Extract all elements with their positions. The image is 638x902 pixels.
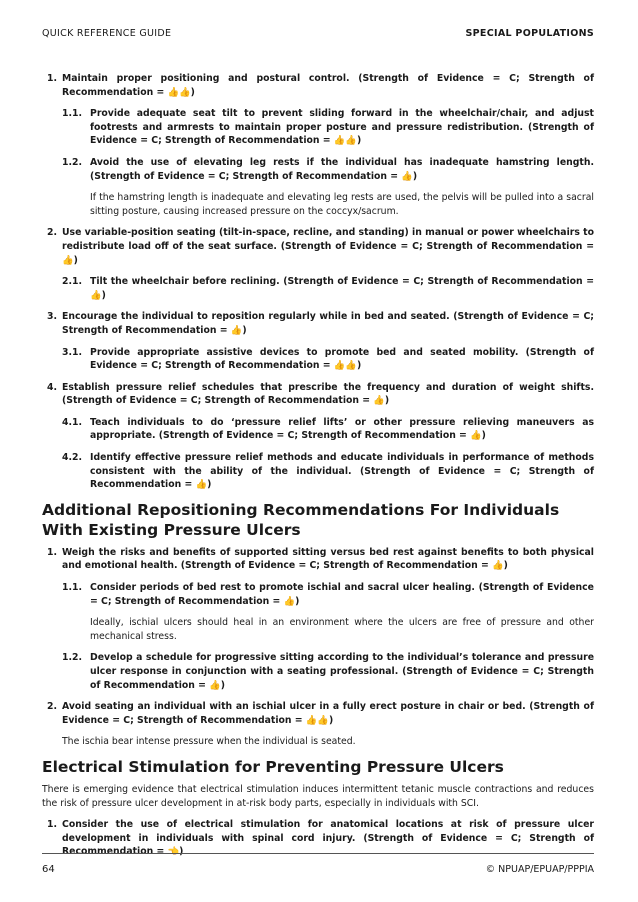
recommendation [42, 226, 594, 267]
recommendation [42, 546, 594, 573]
sub-recommendation [42, 581, 594, 608]
item-number: 1. [47, 819, 58, 831]
copyright: © NPUAP/EPUAP/PPPIA [485, 864, 594, 875]
item-number: 1.2. [62, 652, 83, 664]
item-text: Consider periods of bed rest to promote ischial and sacral ulcer healing. (Strength of Evidence = C; Strength of Recommendation = 👍) [90, 582, 594, 607]
item-number: 2. [47, 701, 58, 713]
recommendation [42, 310, 594, 337]
sub-recommendation [42, 346, 594, 373]
item-text: Weigh the risks and benefits of supported sitting versus bed rest against benefits to both physical and emotional health. (Strength of Evidence = C; Strength of Recommendation = 👍) [62, 546, 594, 572]
guide-title: QUICK REFERENCE GUIDE [42, 28, 172, 39]
item-text: Establish pressure relief schedules that prescribe the frequency and duration of weight shifts. (Strength of Evidence = C; Strength of Recommendation = 👍) [62, 381, 594, 407]
sub-recommendation [42, 275, 594, 302]
sub-recommendation [42, 107, 594, 148]
item-number: 1. [47, 546, 58, 558]
explanatory-note: Ideally, ischial ulcers should heal in an environment where the ulcers are free of pressure and other mechanical stress. [90, 617, 594, 642]
item-number: 2. [47, 227, 58, 239]
explanatory-note: The ischia bear intense pressure when the individual is seated. [62, 736, 356, 748]
recommendation [42, 700, 594, 727]
document-body [42, 72, 594, 867]
item-text: Encourage the individual to reposition regularly while in bed and seated. (Strength of Evidence = C; Strength of Recommendation = 👍) [62, 311, 594, 336]
sub-recommendation [42, 451, 594, 492]
recommendation [42, 72, 594, 99]
footer-divider [42, 853, 594, 854]
item-text: Develop a schedule for progressive sitting according to the individual’s tolerance and pressure ulcer response in conjunction with a seating professional. (Strength of Evidence = C; Strength of Recommendation = 👍) [90, 652, 594, 691]
explanatory-note: If the hamstring length is inadequate and elevating leg rests are used, the pelvis will be pulled into a sacral sitting posture, causing increased pressure on the coccyx/sacrum. [90, 192, 594, 217]
sub-recommendation [42, 651, 594, 692]
page-number: 64 [42, 864, 55, 875]
item-text: Avoid the use of elevating leg rests if the individual has inadequate hamstring length. (Strength of Evidence = C; Strength of Recommendation = 👍) [90, 156, 594, 182]
item-text: Teach individuals to do ‘pressure relief lifts’ or other pressure relieving maneuvers as appropriate. (Strength of Evidence = C; Strength of Recommendation = 👍) [90, 416, 594, 442]
item-number: 4. [47, 381, 58, 393]
item-number: 3.1. [62, 346, 83, 358]
item-text: Consider the use of electrical stimulation for anatomical locations at risk of pressure ulcer development in individuals with spinal cord injury. (Strength of Evidence = C; Strength of Recommendation = 👈) [62, 819, 594, 858]
item-number: 1.2. [62, 156, 83, 168]
item-number: 3. [47, 311, 58, 323]
item-text: Avoid seating an individual with an ischial ulcer in a fully erect posture in chair or bed. (Strength of Evidence = C; Strength of Recommendation = 👍👍) [62, 701, 594, 726]
item-number: 2.1. [62, 276, 83, 288]
section-heading: Additional Repositioning Recommendations For Individuals With Existing Pressure Ulcers [42, 500, 560, 539]
item-text: Maintain proper positioning and postural control. (Strength of Evidence = C; Strength of Recommendation = 👍👍) [62, 73, 594, 98]
section-title: SPECIAL POPULATIONS [465, 28, 594, 39]
item-text: Provide adequate seat tilt to prevent sliding forward in the wheelchair/chair, and adjust footrests and armrests to maintain proper posture and pressure redistribution. (Strength of Evidence = C; Strength of Recommendation = 👍👍) [90, 108, 594, 147]
sub-recommendation [42, 416, 594, 443]
item-text: Provide appropriate assistive devices to promote bed and seated mobility. (Strength of Evidence = C; Strength of Recommendation = 👍👍) [90, 346, 594, 372]
section-heading: Electrical Stimulation for Preventing Pressure Ulcers [42, 757, 504, 776]
item-number: 1. [47, 73, 58, 84]
item-number: 1.1. [62, 108, 83, 120]
item-number: 4.1. [62, 416, 83, 428]
item-text: Use variable-position seating (tilt-in-space, recline, and standing) in manual or power wheelchairs to redistribute load off of the seat surface. (Strength of Evidence = C; Strength of Recommendation = 👍) [62, 227, 594, 266]
item-number: 1.1. [62, 582, 83, 594]
item-text: Identify effective pressure relief methods and educate individuals in performance of methods consistent with the ability of the individual. (Strength of Evidence = C; Strength of Recommendation = 👍) [90, 452, 594, 491]
page-header [42, 28, 594, 42]
item-text: Tilt the wheelchair before reclining. (Strength of Evidence = C; Strength of Recommendation = 👍) [90, 276, 594, 301]
sub-recommendation [42, 156, 594, 183]
item-number: 4.2. [62, 452, 83, 464]
explanatory-note: There is emerging evidence that electrical stimulation induces intermittent tetanic muscle contractions and reduces the risk of pressure ulcer development in at-risk body parts, especially in individuals with SCI. [42, 783, 594, 809]
recommendation [42, 381, 594, 408]
